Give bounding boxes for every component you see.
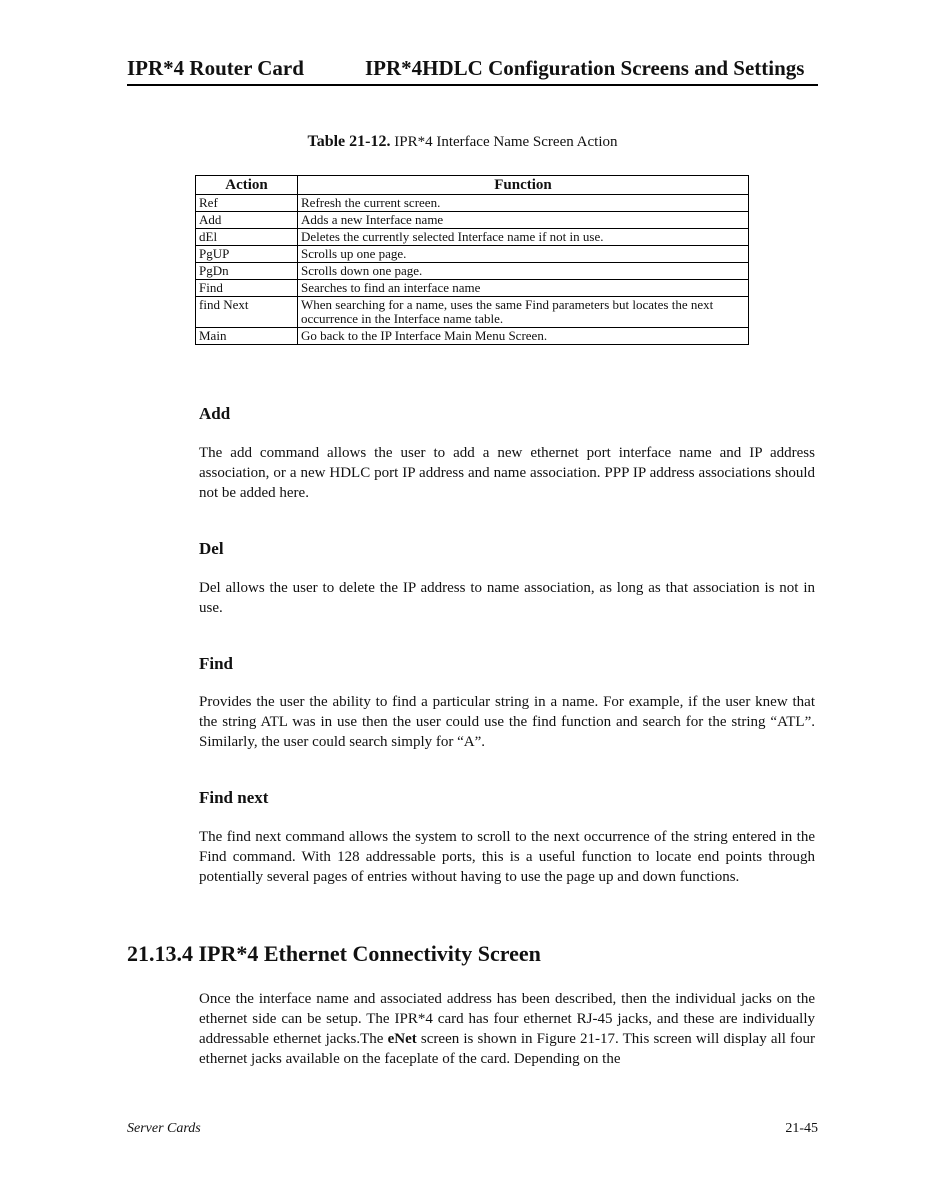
- table-row: [196, 263, 749, 280]
- cell-function: Deletes the currently selected Interface name if not in use.: [298, 229, 749, 246]
- action-table: [195, 175, 749, 345]
- cell-action: PgDn: [196, 263, 298, 280]
- del-paragraph: Del allows the user to delete the IP address to name association, as long as that association is not in use.: [199, 580, 815, 616]
- ethernet-text-part1: Once the interface name and associated address has been described, then the individual jacks on the ethernet side can be setup. The IPR*4 card has four ethernet RJ-45 jacks, and these are individually addressable ethernet jacks.The: [199, 991, 815, 1047]
- table-caption-label: Table 21-12.: [307, 133, 391, 150]
- cell-action: Find: [196, 280, 298, 297]
- ethernet-text-part2: screen is shown in Figure 21-17. This screen will display all four ethernet jacks available on the faceplate of the card. Depending on the: [199, 1031, 815, 1067]
- header-chapter-title: IPR*4 Router Card: [127, 56, 304, 80]
- find-next-paragraph: The find next command allows the system to scroll to the next occurrence of the string entered in the Find command. With 128 addressable ports, this is a useful function to locate end points through potentially several pages of entries without having to use the page up and down functions.: [199, 829, 815, 885]
- column-header-function: Function: [298, 176, 749, 195]
- cell-function: Adds a new Interface name: [298, 212, 749, 229]
- footer-book-title: Server Cards: [127, 1121, 201, 1136]
- table-row: [196, 280, 749, 297]
- enet-term: eNet: [387, 1031, 417, 1047]
- cell-action: Ref: [196, 195, 298, 212]
- find-heading: Find: [199, 654, 234, 673]
- table-header-row: [196, 176, 749, 195]
- add-paragraph: The add command allows the user to add a new ethernet port interface name and IP address association, or a new HDLC port IP address and name association. PPP IP address associations should not be added here.: [199, 445, 815, 501]
- table-row: [196, 297, 749, 328]
- cell-action: find Next: [196, 297, 298, 328]
- find-next-heading: Find next: [199, 788, 269, 807]
- cell-action: dEl: [196, 229, 298, 246]
- page-header: [127, 56, 818, 86]
- cell-action: Main: [196, 328, 298, 345]
- page-number: 21-45: [785, 1121, 818, 1136]
- cell-function: Scrolls up one page.: [298, 246, 749, 263]
- del-heading: Del: [199, 539, 224, 558]
- ethernet-paragraph: [199, 989, 815, 1069]
- find-paragraph: Provides the user the ability to find a particular string in a name. For example, if the user knew that the string ATL was in use then the user could use the find function and search for the string “ATL”. Similarly, the user could search simply for “A”.: [199, 694, 815, 750]
- ethernet-section-heading: 21.13.4 IPR*4 Ethernet Connectivity Screen: [127, 941, 541, 966]
- table-row: [196, 246, 749, 263]
- table-caption-text: IPR*4 Interface Name Screen Action: [394, 134, 618, 150]
- cell-function: When searching for a name, uses the same Find parameters but locates the next occurrence in the Interface name table.: [298, 297, 749, 328]
- column-header-action: Action: [196, 176, 298, 195]
- table-row: [196, 328, 749, 345]
- cell-function: Searches to find an interface name: [298, 280, 749, 297]
- table-row: [196, 229, 749, 246]
- cell-function: Scrolls down one page.: [298, 263, 749, 280]
- table-row: [196, 212, 749, 229]
- table-row: [196, 195, 749, 212]
- cell-action: PgUP: [196, 246, 298, 263]
- cell-action: Add: [196, 212, 298, 229]
- add-heading: Add: [199, 404, 231, 423]
- cell-function: Refresh the current screen.: [298, 195, 749, 212]
- table-caption: [0, 133, 925, 151]
- header-section-title: IPR*4HDLC Configuration Screens and Settings: [365, 56, 805, 80]
- cell-function: Go back to the IP Interface Main Menu Screen.: [298, 328, 749, 345]
